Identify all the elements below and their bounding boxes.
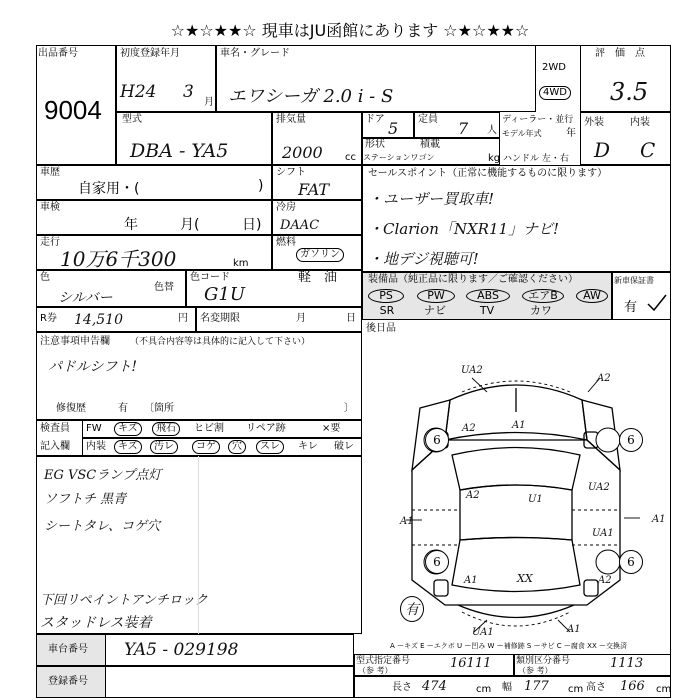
mark-tire-rr: 6 — [619, 550, 643, 574]
ext-label: 外装 — [584, 117, 604, 128]
warranty-check-mark — [646, 292, 668, 314]
mark-a2-left-door: A2 — [466, 490, 480, 501]
history-close: ) — [258, 178, 264, 194]
insp-youchui: ×要 — [322, 423, 341, 434]
mark-a1-right-side: A1 — [652, 514, 666, 525]
page-banner: ☆★☆★★☆ 現車はJU函館にあります ☆★☆★★☆ — [170, 21, 530, 40]
inspector-note-1: EG VSCランプ点灯 — [44, 468, 162, 483]
insp-hibi: ヒビ割 — [194, 423, 224, 434]
handle-label: ハンドル 左・右 — [503, 154, 569, 164]
car-damage-diagram — [362, 340, 671, 640]
shift-label: シフト — [276, 167, 306, 178]
chassis-value: YA5 - 029198 — [124, 640, 239, 660]
insp-kire: キレ — [298, 441, 318, 452]
mark-tire-fl: 6 — [425, 428, 449, 452]
mark-a1-rear-bottom: A1 — [567, 624, 581, 635]
dims-width: 177 — [524, 679, 549, 694]
displacement-unit: cc — [345, 152, 356, 163]
model-year-unit: 年 — [566, 128, 576, 139]
eq-pw: PW — [417, 289, 455, 303]
type-des-value: 16111 — [450, 656, 492, 671]
mark-a1-hood: A1 — [512, 420, 526, 431]
eq-ps: PS — [368, 289, 404, 303]
payload-unit: kg — [488, 153, 501, 164]
repair-label: 修復歴 — [56, 403, 86, 414]
sales-line-1: ・ユーザー買取車! — [368, 190, 495, 208]
mark-a2-left-fender: A2 — [462, 423, 476, 434]
ac-label: 冷房 — [276, 202, 296, 213]
inspection-year: 年 — [124, 217, 138, 233]
insp-kizu: キズ — [114, 422, 142, 436]
history-cell — [36, 165, 272, 200]
lot-number: 9004 — [44, 95, 102, 125]
dims-height-label: 高さ — [586, 682, 606, 693]
mileage-label: 走行 — [40, 237, 60, 248]
class-label: 類別区分番号 — [516, 656, 571, 666]
mileage-unit: km — [233, 258, 249, 269]
doc-limit-day: 日 — [346, 313, 356, 324]
doors-label: ドア — [365, 114, 385, 125]
mark-a2-top: A2 — [597, 373, 611, 384]
sales-point-label: セールスポイント（正常に機能するものに限ります） — [368, 168, 608, 179]
class-sub: （参 考） — [518, 666, 553, 675]
warranty-value: 有 — [624, 300, 638, 315]
mark-tire-rl: 6 — [425, 550, 449, 574]
eq-sr: SR — [379, 304, 395, 317]
dims-height-unit: cm — [656, 684, 672, 695]
insp-fw: FW — [86, 423, 102, 434]
model-name-label: 車名・グレード — [220, 48, 290, 59]
history-value: 自家用・( — [78, 181, 140, 197]
inspector-label-2: 記入欄 — [40, 441, 70, 452]
dims-length-label: 長さ — [392, 682, 412, 693]
model-name-value: エワシーガ 2.0 i - S — [228, 86, 394, 107]
diagram-legend: A ーキズ E ーエクボ U ー凹み W ー補修跡 S ーサビ C ー腐食 XX ー交換済 — [390, 642, 627, 650]
model-year-label: モデル年式 — [502, 129, 542, 138]
insp-yogore: 汚レ — [150, 440, 178, 454]
capacity-value: 7 — [458, 119, 469, 138]
inspection-mark: 有 — [400, 596, 424, 622]
color-code-value: G1U — [204, 284, 246, 305]
fuel-gas: ガソリン — [296, 248, 344, 262]
eq-aw: AW — [576, 289, 608, 303]
first-reg-month: 3 — [183, 82, 194, 102]
dims-width-label: 幅 — [502, 682, 512, 693]
class-value: 1113 — [610, 656, 644, 671]
repair-value: 有 — [118, 403, 128, 414]
score-label: 評 価 点 — [595, 48, 645, 59]
dims-length: 474 — [422, 679, 447, 694]
notes-sub: （不具合内容等は具体的に記入して下さい） — [130, 337, 311, 347]
rear-label: 後日品 — [366, 323, 396, 334]
inspector-label-1: 検査員 — [40, 423, 70, 434]
int-value: C — [640, 138, 656, 162]
drive-4wd: 4WD — [539, 86, 571, 100]
inspector-note-3: シートタレ、コゲ穴 — [44, 519, 160, 534]
dims-width-unit: cm — [568, 684, 584, 695]
notes-label: 注意事項申告欄 — [40, 336, 110, 347]
displacement-label: 排気量 — [276, 114, 306, 125]
eq-navi: ナビ — [424, 304, 446, 317]
drive-2wd: 2WD — [542, 62, 566, 73]
ac-value: DAAC — [280, 218, 320, 233]
eq-airbag: エアB — [522, 289, 564, 303]
mark-ua1-rear-bottom: UA1 — [472, 627, 494, 638]
dealer-label: ディーラー・並行 — [502, 115, 574, 125]
insp-koge: コゲ — [192, 440, 220, 454]
mark-u1-roof: U1 — [528, 494, 543, 505]
color-value: シルバー — [58, 290, 113, 306]
mark-xx-rear: XX — [517, 572, 533, 585]
insp-sure: スレ — [256, 440, 284, 454]
notes-grid-lines — [198, 456, 363, 634]
first-reg-month-suffix: 月 — [204, 97, 214, 108]
repair-bracket: 〔箇所 — [144, 403, 174, 414]
insp-repair: リペア跡 — [246, 423, 286, 434]
color-label: 色 — [40, 272, 50, 283]
first-reg-era: H24 — [120, 82, 157, 102]
inspector-note-5: 下回リペイントアンチロック — [40, 593, 208, 608]
displacement-value: 2000 — [282, 143, 323, 162]
history-label: 車歴 — [40, 167, 60, 178]
doc-limit-label: 名変期限 — [200, 313, 240, 324]
eq-leather: カワ — [530, 304, 552, 317]
recycle-unit: 円 — [178, 313, 188, 324]
mark-ua1-right-rear-door: UA1 — [592, 528, 614, 539]
insp-naiso: 内装 — [86, 441, 106, 452]
recycle-label: R券 — [40, 313, 57, 324]
inspector-note-6: スタッドレス装着 — [40, 615, 152, 631]
notes-text: パドルシフト! — [48, 359, 137, 375]
dims-length-unit: cm — [476, 684, 492, 695]
fuel-label: 燃料 — [276, 237, 296, 248]
mark-tire-fr: 6 — [619, 428, 643, 452]
mark-ua2-right-door: UA2 — [588, 482, 610, 493]
inspection-cell — [36, 200, 272, 235]
inspection-day: 日) — [242, 217, 262, 233]
shape-value: ステーションワゴン — [363, 153, 435, 162]
doc-limit-month: 月 — [296, 313, 306, 324]
model-code-value: DBA - YA5 — [130, 140, 229, 162]
first-reg-label: 初度登録年月 — [120, 48, 180, 59]
sales-line-2: ・Clarion「NXR11」ナビ! — [368, 220, 560, 238]
equipment-label: 装備品（純正品に限ります／ご確認ください） — [368, 274, 578, 285]
inspector-note-2: ソフトチ 黒青 — [44, 492, 127, 507]
eq-abs: ABS — [466, 289, 510, 303]
insp-ana: 穴 — [228, 440, 246, 454]
type-des-sub: （参 考） — [358, 666, 393, 675]
int-label: 内装 — [630, 117, 650, 128]
model-code-label: 型式 — [122, 114, 142, 125]
warranty-label: 新車保証書 — [614, 276, 654, 285]
registration-label: 登録番号 — [48, 676, 88, 687]
doors-value: 5 — [388, 119, 399, 138]
fuel-diesel: 軽 油 — [298, 270, 338, 285]
color-change-label: 色替 — [154, 282, 174, 293]
mark-a1-rear-left: A1 — [464, 575, 478, 586]
payload-label: 積載 — [420, 139, 440, 150]
sales-line-3: ・地デジ視聴可! — [368, 250, 479, 268]
inspection-month: 月( — [180, 217, 200, 233]
chassis-label: 車台番号 — [48, 644, 88, 655]
repair-bracket-close: 〕 — [344, 403, 354, 414]
mileage-value: 10万6千300 — [60, 247, 177, 271]
mark-ua2-top: UA2 — [461, 365, 483, 376]
insp-kizu-2: キズ — [114, 440, 142, 454]
capacity-label: 定員 — [418, 114, 438, 125]
ext-value: D — [594, 138, 611, 162]
mark-a1-left-side: A1 — [400, 516, 414, 527]
color-code-label: 色コード — [190, 272, 230, 283]
inspection-label: 車検 — [40, 202, 60, 213]
mark-a2-rear-right: A2 — [598, 575, 612, 586]
lot-label: 出品番号 — [38, 48, 78, 59]
insp-tobiishi: 飛石 — [152, 422, 180, 436]
type-des-label: 型式指定番号 — [356, 656, 411, 666]
score-value: 3.5 — [610, 78, 649, 106]
dims-height: 166 — [620, 679, 645, 694]
eq-tv: TV — [479, 304, 495, 317]
insp-yabure: 破レ — [334, 441, 354, 452]
capacity-unit: 人 — [487, 125, 497, 136]
shape-label: 形状 — [365, 139, 385, 150]
recycle-value: 14,510 — [74, 312, 123, 328]
shift-value: FAT — [298, 180, 330, 199]
